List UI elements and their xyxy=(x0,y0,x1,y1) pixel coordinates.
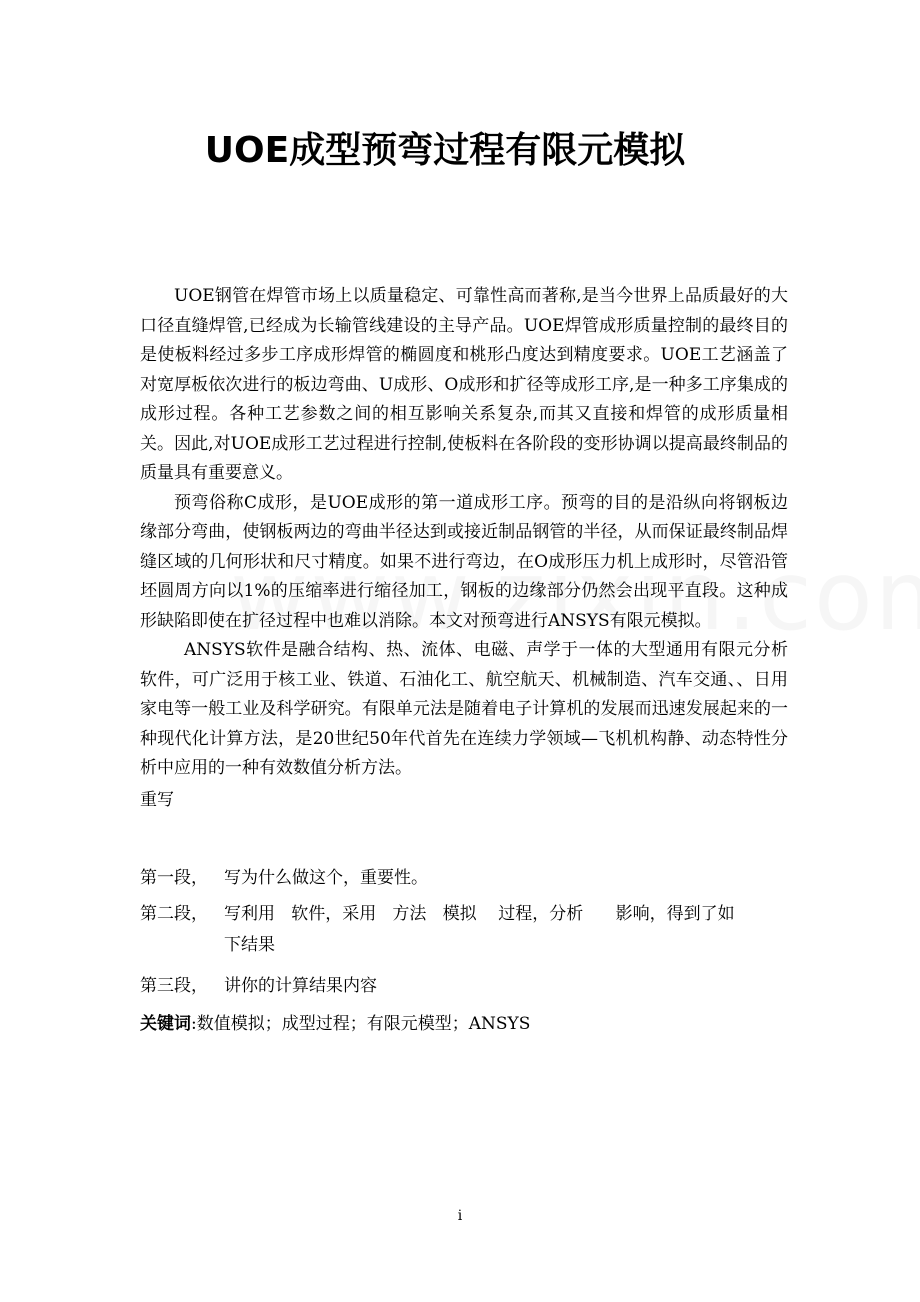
page-title: UOE成型预弯过程有限元模拟 xyxy=(204,130,686,171)
outline-item-label: 第三段， xyxy=(140,976,208,996)
outline-item-text: 讲你的计算结果内容 xyxy=(224,976,377,996)
abstract-body xyxy=(140,282,788,815)
outline-item-continuation: 下结果 xyxy=(224,935,275,955)
outline-item xyxy=(140,896,800,932)
keywords-label: 关键词 xyxy=(140,1014,191,1034)
outline-item xyxy=(140,860,800,896)
outline-item-label: 第一段， xyxy=(140,868,208,888)
keywords-line xyxy=(140,1010,530,1038)
rewrite-heading: 重写 xyxy=(140,789,174,810)
paragraph-2: 预弯俗称C成形，是UOE成形的第一道成形工序。预弯的目的是沿纵向将钢板边缘部分弯曲，使钢板两边的弯曲半径达到或接近制品钢管的半径，从而保证最终制品焊缝区域的几何形状和尺寸精度。如果不进行弯边，在O成形压力机上成形时，尽管沿管坯圆周方向以1%的压缩率进行缩径加工，钢板的边缘部分仍然会出现平直段。这种成形缺陷即使在扩径过程中也难以消除。本文对预弯进行ANSYS有限元模拟。 xyxy=(140,492,788,631)
page-number: i xyxy=(457,1208,463,1224)
outline-item-label: 第二段， xyxy=(140,904,208,924)
outline-item xyxy=(140,968,800,1004)
keywords-text: :数值模拟；成型过程；有限元模型；ANSYS xyxy=(191,1014,531,1034)
paragraph-1: UOE钢管在焊管市场上以质量稳定、可靠性高而著称,是当今世界上品质最好的大口径直缝焊管,已经成为长输管线建设的主导产品。UOE焊管成形质量控制的最终目的是使板料经过多步工序成形焊管的椭圆度和桃形凸度达到精度要求。UOE工艺涵盖了对宽厚板依次进行的板边弯曲、U成形、O成形和扩径等成形工序,是一种多工序集成的成形过程。各种工艺参数之间的相互影响关系复杂,而其又直接和焊管的成形质量相关。因此,对UOE成形工艺过程进行控制,使板料在各阶段的变形协调以提高最终制品的质量具有重要意义。 xyxy=(140,286,788,483)
outline-item-text: 写为什么做这个，重要性。 xyxy=(224,868,428,888)
outline-list xyxy=(140,860,800,1004)
outline-item-text: 写利用 软件，采用 方法 模拟 过程，分析 影响，得到了如 xyxy=(224,904,735,924)
paragraph-3: ANSYS软件是融合结构、热、流体、电磁、声学于一体的大型通用有限元分析软件，可广泛用于核工业、铁道、石油化工、航空航天、机械制造、汽车交通、、日用家电等一般工业及科学研究。有限单元法是随着电子计算机的发展而迅速发展起来的一种现代化计算方法，是20世纪50年代首先在连续力学领域—飞机机构静、动态特性分析中应用的一种有效数值分析方法。 xyxy=(140,640,788,778)
